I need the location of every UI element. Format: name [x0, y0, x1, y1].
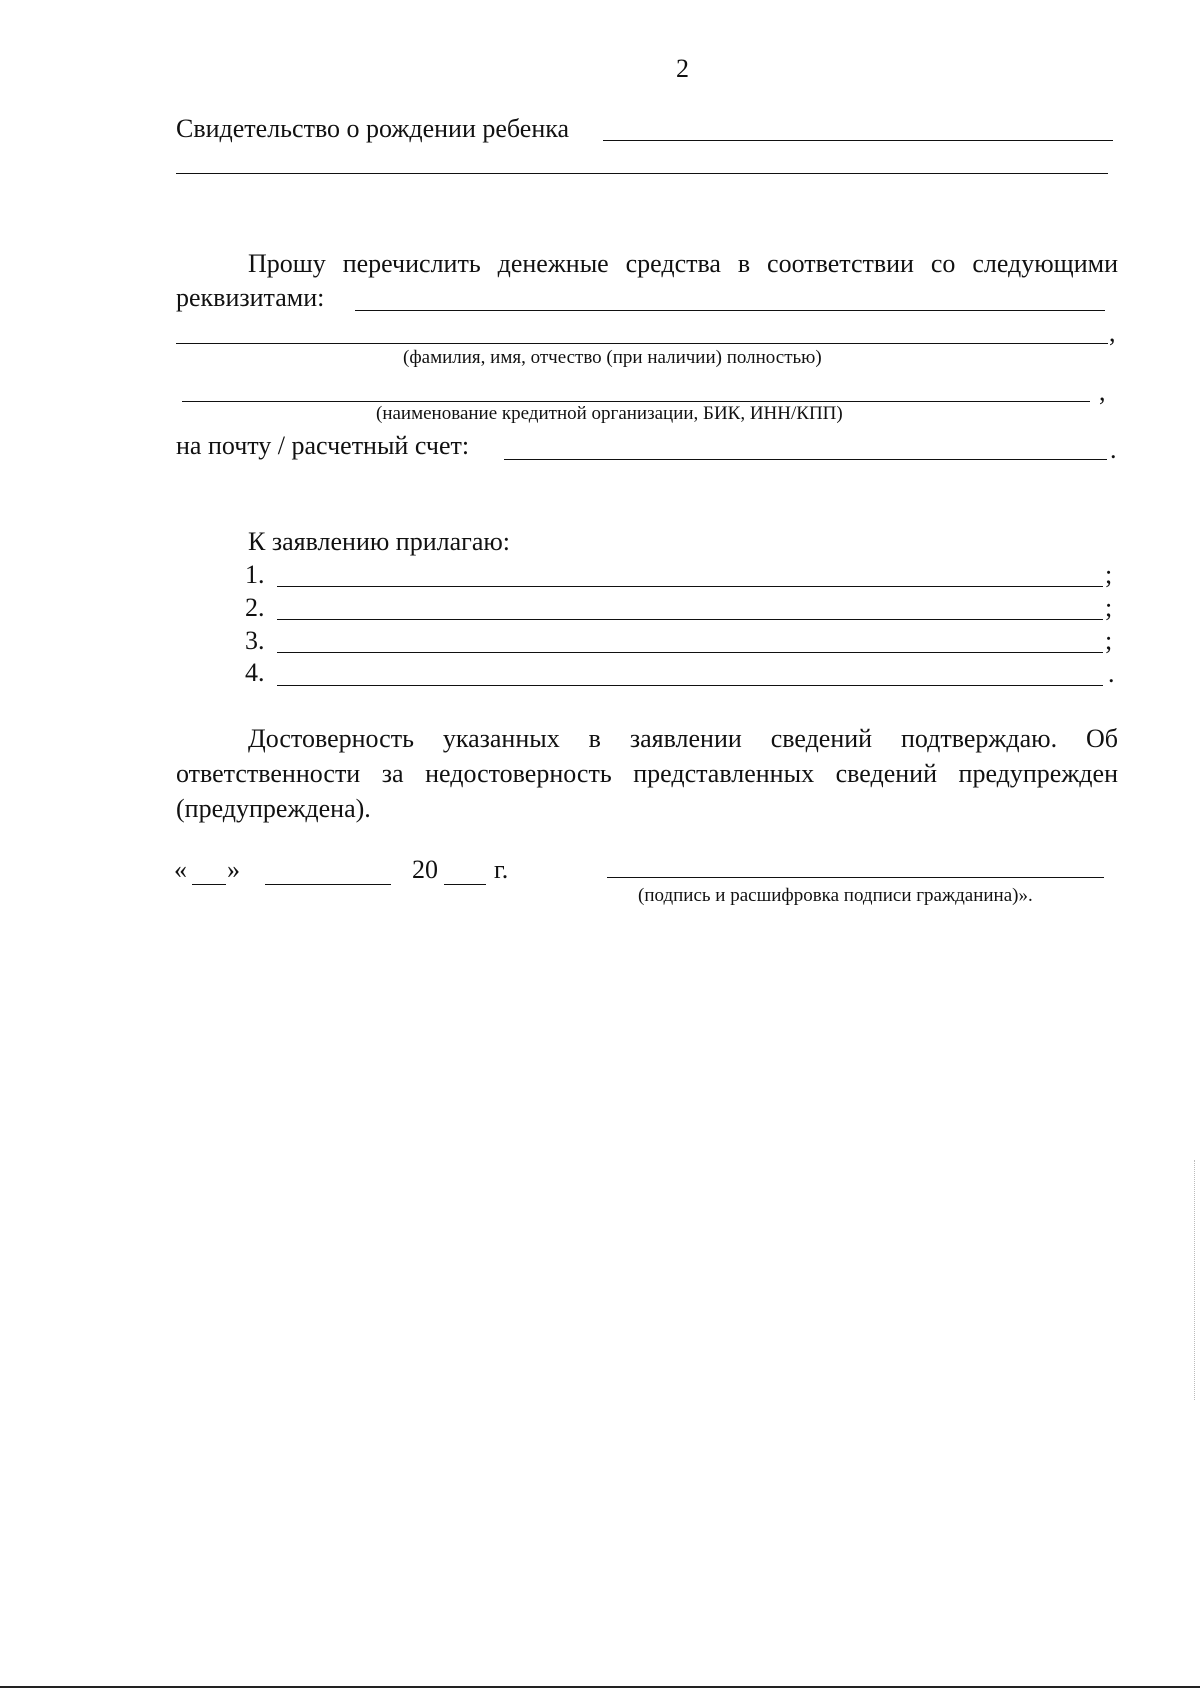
attachment-end-3: ;	[1105, 626, 1113, 655]
account-field[interactable]	[504, 459, 1107, 460]
birth-certificate-label: Свидетельство о рождении ребенка	[176, 114, 570, 143]
attachment-number-4: 4.	[245, 658, 265, 687]
attachment-field-3[interactable]	[277, 652, 1103, 653]
date-year-prefix: 20	[412, 855, 438, 884]
date-day-field[interactable]	[192, 884, 226, 885]
full-name-comma: ,	[1109, 318, 1116, 347]
account-label: на почту / расчетный счет:	[176, 431, 470, 460]
confirmation-line3: (предупреждена).	[176, 794, 371, 823]
attachment-number-1: 1.	[245, 560, 265, 589]
attachment-field-4[interactable]	[277, 685, 1103, 686]
scan-bottom-edge	[0, 1686, 1200, 1688]
attachments-heading: К заявлению прилагаю:	[248, 527, 511, 556]
requisites-field[interactable]	[355, 310, 1105, 311]
scan-edge-mark	[1194, 1160, 1195, 1400]
attachment-field-2[interactable]	[277, 619, 1103, 620]
full-name-field[interactable]	[176, 343, 1108, 344]
attachment-end-4: .	[1108, 659, 1115, 688]
date-year-field[interactable]	[444, 884, 486, 885]
attachment-field-1[interactable]	[277, 586, 1103, 587]
confirmation-line2: ответственности за недостоверность представленных сведений предупрежден	[176, 759, 1118, 788]
transfer-request-line1: Прошу перечислить денежные средства в соответствии со следующими	[248, 249, 1118, 278]
page-number: 2	[676, 54, 689, 83]
attachment-end-1: ;	[1105, 560, 1113, 589]
date-year-suffix: г.	[494, 855, 509, 884]
transfer-request-line2: реквизитами:	[176, 283, 325, 312]
attachment-number-3: 3.	[245, 626, 265, 655]
birth-certificate-field[interactable]	[603, 140, 1113, 141]
attachment-number-2: 2.	[245, 593, 265, 622]
signature-field[interactable]	[607, 877, 1104, 878]
full-name-caption: (фамилия, имя, отчество (при наличии) полностью)	[403, 347, 822, 368]
signature-caption: (подпись и расшифровка подписи гражданина)».	[638, 885, 1033, 906]
bank-comma: ,	[1099, 377, 1106, 406]
attachment-end-2: ;	[1105, 593, 1113, 622]
date-quote-open: «	[174, 855, 187, 884]
date-month-field[interactable]	[265, 884, 391, 885]
account-period: .	[1110, 435, 1117, 464]
confirmation-line1: Достоверность указанных в заявлении сведений подтверждаю. Об	[248, 724, 1118, 753]
birth-certificate-field-continued[interactable]	[176, 173, 1108, 174]
date-quote-close: »	[227, 855, 240, 884]
bank-caption: (наименование кредитной организации, БИК, ИНН/КПП)	[376, 403, 843, 424]
